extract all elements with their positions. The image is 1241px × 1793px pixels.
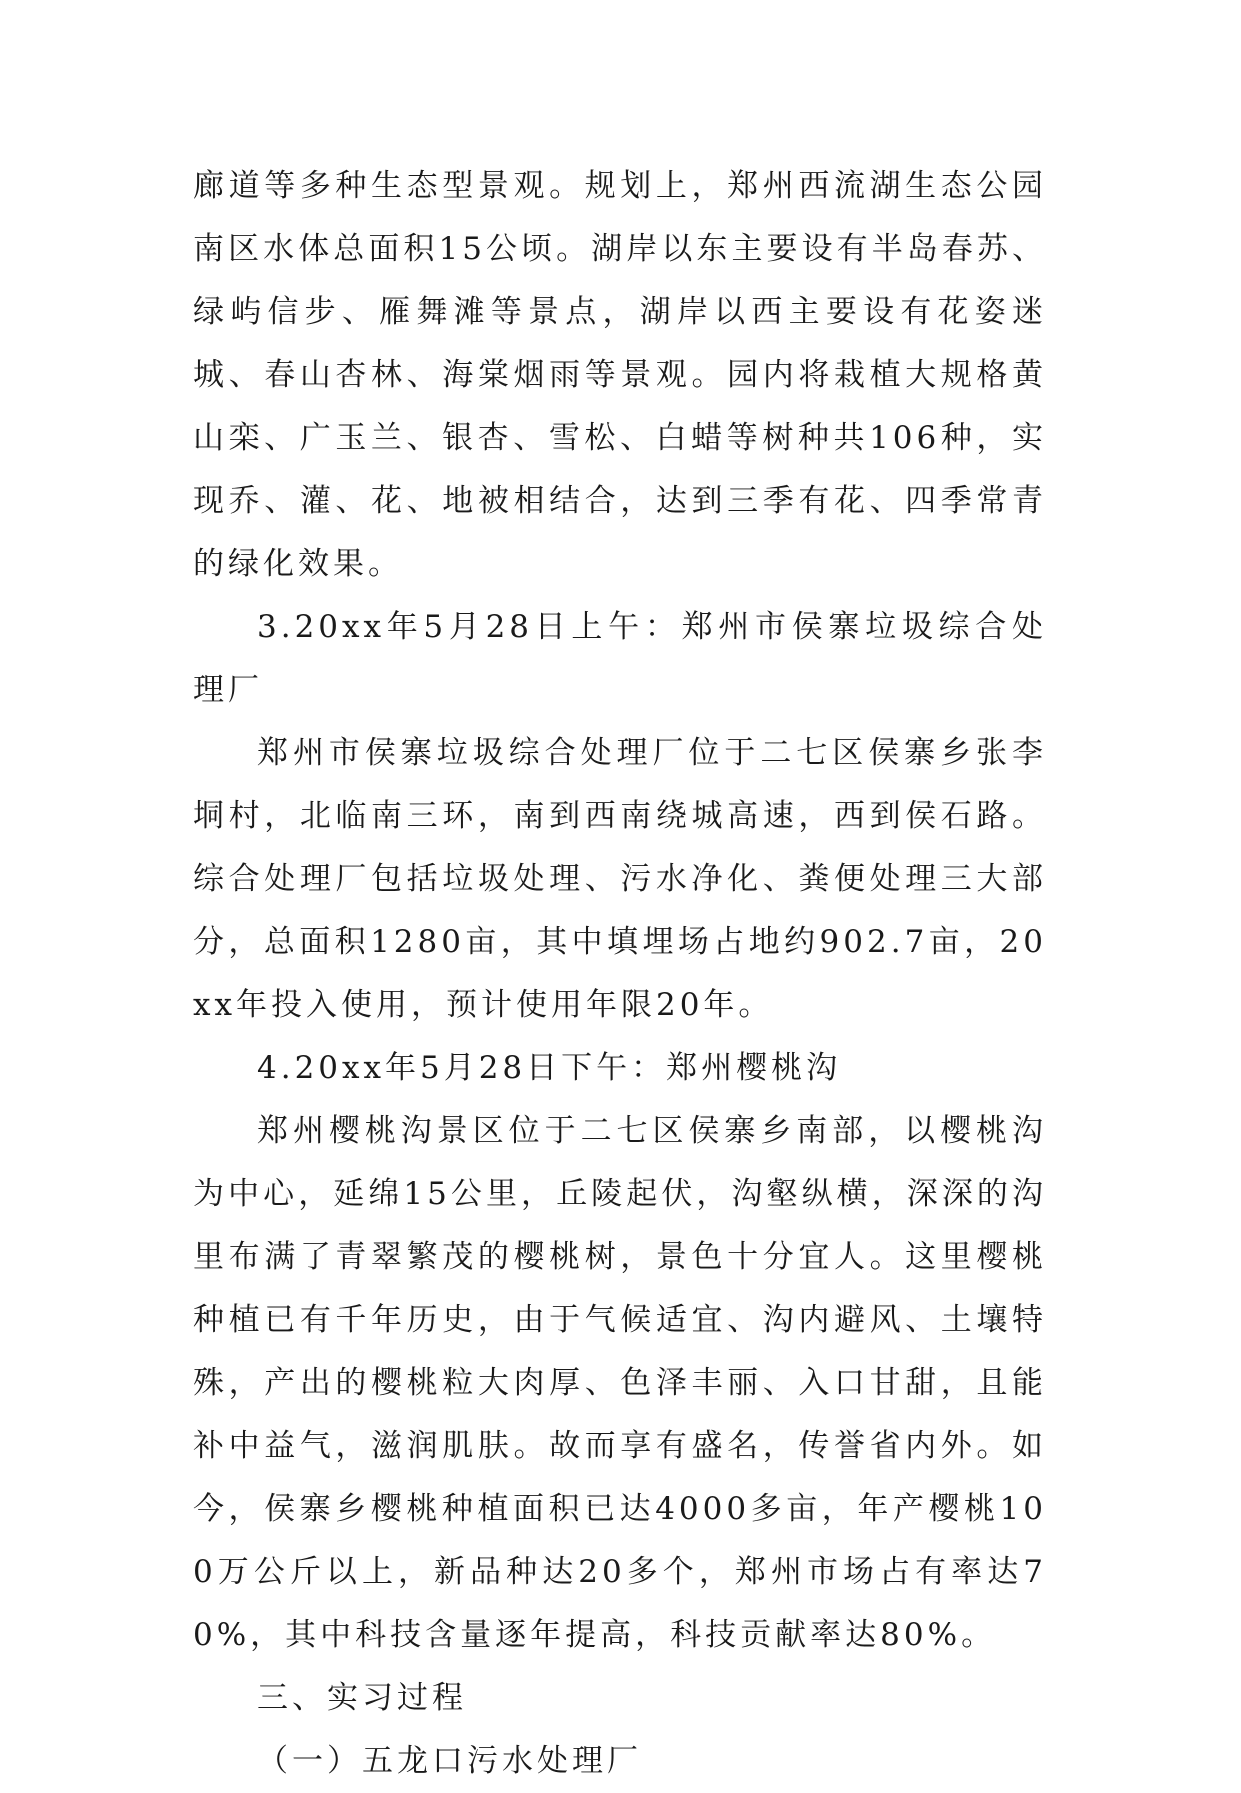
paragraph-greenway-landscape: 廊道等多种生态型景观。规划上，郑州西流湖生态公园南区水体总面积15公顷。湖岸以东主要设有半岛春苏、绿屿信步、雁舞滩等景点，湖岸以西主要设有花姿迷城、春山杏林、海棠烟雨等景观。园内将栽植大规格黄山栾、广玉兰、银杏、雪松、白蜡等树种共106种，实现乔、灌、花、地被相结合，达到三季有花、四季常青的绿化效果。 — [193, 168, 1047, 582]
subsection-heading-wulongkou: （一）五龙口污水处理厂 — [257, 1743, 642, 1779]
paragraph-houzhai-landfill: 郑州市侯寨垃圾综合处理厂位于二七区侯寨乡张李垌村，北临南三环，南到西南绕城高速，西到侯石路。综合处理厂包括垃圾处理、污水净化、粪便处理三大部分，总面积1280亩，其中填埋场占地约902.7亩，20xx年投入使用，预计使用年限20年。 — [193, 735, 1047, 1023]
section-heading-internship-process: 三、实习过程 — [257, 1680, 467, 1716]
paragraph-cherry-valley: 郑州樱桃沟景区位于二七区侯寨乡南部，以樱桃沟为中心，延绵15公里，丘陵起伏，沟壑纵横，深深的沟里布满了青翠繁茂的樱桃树，景色十分宜人。这里樱桃种植已有千年历史，由于气候适宜、沟内避风、土壤特殊，产出的樱桃粒大肉厚、色泽丰丽、入口甘甜，且能补中益气，滋润肌肤。故而享有盛名，传誉省内外。如今，侯寨乡樱桃种植面积已达4000多亩，年产樱桃100万公斤以上，新品种达20多个，郑州市场占有率达70%，其中科技含量逐年提高，科技贡献率达80%。 — [193, 1113, 1047, 1653]
document-body — [193, 155, 1047, 1793]
heading-houzhai-landfill: 3.20xx年5月28日上午：郑州市侯寨垃圾综合处理厂 — [193, 609, 1047, 708]
heading-cherry-valley: 4.20xx年5月28日下午：郑州樱桃沟 — [257, 1050, 842, 1086]
